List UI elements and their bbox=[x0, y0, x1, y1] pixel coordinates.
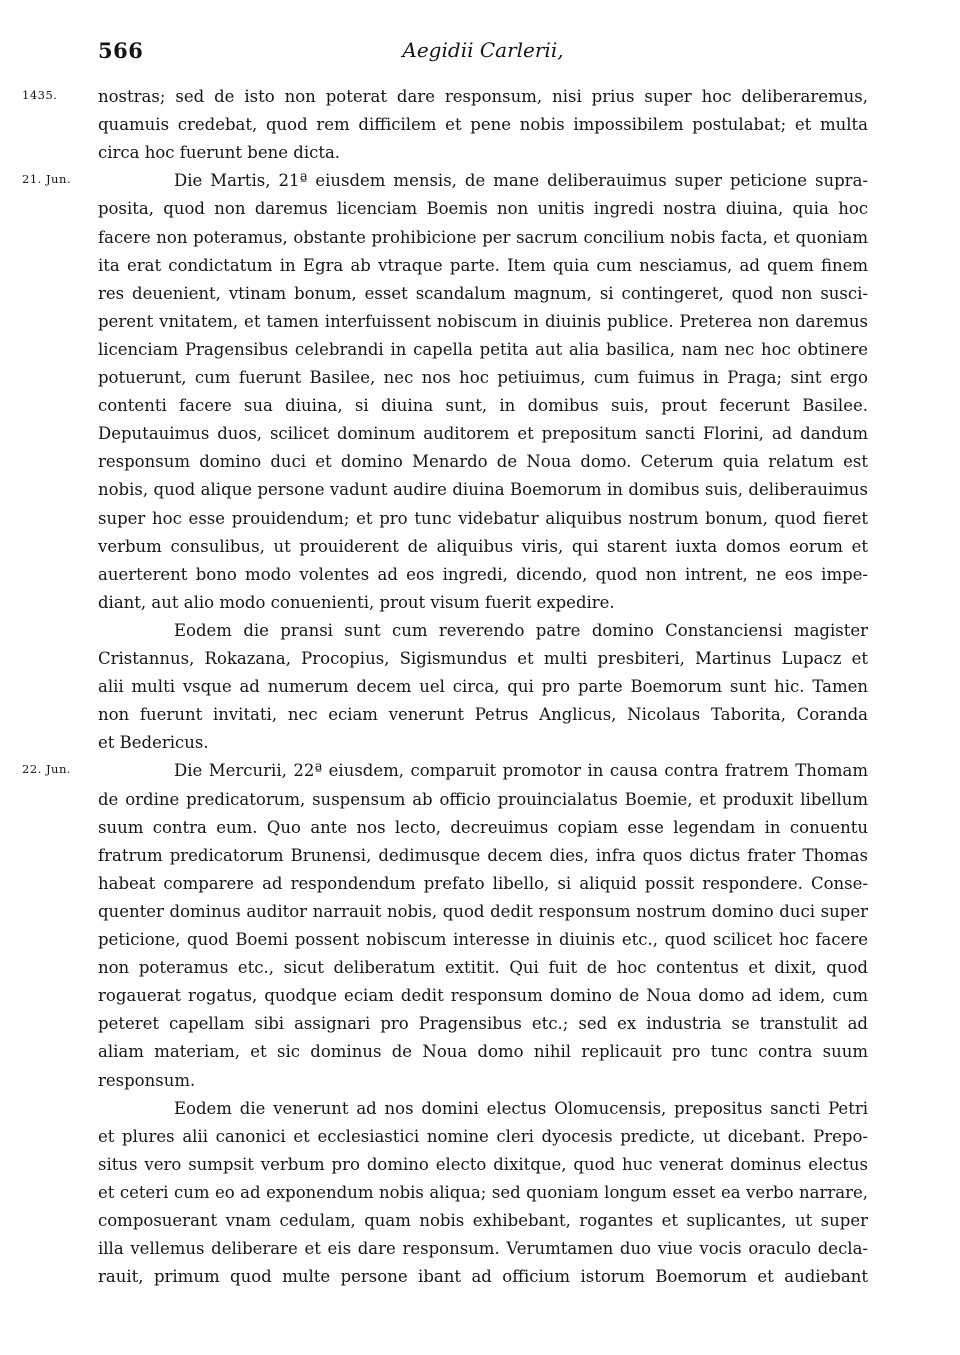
text-line: Deputauimus duos, scilicet dominum auditorem et prepositum sancti Florini, ad dandum bbox=[98, 424, 868, 444]
text-line: facere non poteramus, obstante prohibicione per sacrum concilium nobis facta, et quoniam bbox=[98, 227, 868, 247]
page-number: 566 bbox=[98, 38, 144, 63]
text-line: peteret capellam sibi assignari pro Pragensibus etc.; sed ex industria se transtulit ad bbox=[98, 1014, 868, 1034]
text-line: nostras; sed de isto non poterat dare responsum, nisi prius super hoc deliberaremus, bbox=[98, 87, 868, 106]
text-line: posita, quod non daremus licenciam Boemis non unitis ingredi nostra diuina, quia hoc bbox=[98, 199, 868, 219]
margin-date-note: 22. Jun. bbox=[22, 762, 72, 777]
text-line: Die Mercurii, 22ª eiusdem, comparuit promotor in causa contra fratrem Thomam bbox=[174, 761, 868, 781]
text-line: licenciam Pragensibus celebrandi in capella petita aut alia basilica, nam nec hoc obtinere bbox=[98, 339, 868, 359]
text-line: perent vnitatem, et tamen interfuissent nobiscum in diuinis publice. Preterea non daremus bbox=[98, 311, 868, 331]
text-line: peticione, quod Boemi possent nobiscum interesse in diuinis etc., quod scilicet hoc facere bbox=[98, 930, 868, 949]
text-line: non poteramus etc., sicut deliberatum extitit. Qui fuit de hoc contentus et dixit, quod bbox=[98, 958, 868, 978]
running-title: Aegidii Carlerii, bbox=[402, 38, 564, 62]
text-line: composuerant vnam cedulam, quam nobis exhibebant, rogantes et suplicantes, ut super bbox=[98, 1211, 868, 1230]
text-line: et plures alii canonici et ecclesiastici nomine cleri dyocesis predicte, ut dicebant. Prepo- bbox=[98, 1126, 868, 1146]
text-line: circa hoc fuerunt bene dicta. bbox=[98, 143, 341, 163]
text-line: potuerunt, cum fuerunt Basilee, nec nos hoc petiuimus, cum fuimus in Praga; sint ergo bbox=[98, 368, 868, 387]
text-line: et Bedericus. bbox=[98, 733, 209, 753]
text-line: suum contra eum. Quo ante nos lecto, decreuimus copiam esse legendam in conuentu bbox=[98, 817, 868, 837]
text-line: alii multi vsque ad numerum decem uel circa, qui pro parte Boemorum sunt hic. Tamen bbox=[98, 677, 868, 697]
text-line: illa vellemus deliberare et eis dare responsum. Verumtamen duo viue vocis oraculo decla- bbox=[98, 1239, 868, 1259]
margin-date-note: 1435. bbox=[22, 88, 58, 102]
text-line: Eodem die pransi sunt cum reverendo patre domino Constanciensi magister bbox=[174, 620, 868, 640]
margin-date-note: 21. Jun. bbox=[22, 172, 72, 187]
text-line: Eodem die venerunt ad nos domini electus Olomucensis, prepositus sancti Petri bbox=[174, 1098, 868, 1118]
text-line: responsum. bbox=[98, 1070, 196, 1090]
page-header bbox=[98, 38, 868, 68]
text-line: fratrum predicatorum Brunensi, dedimusque decem dies, infra quos dictus frater Thomas bbox=[98, 845, 868, 865]
text-line: aliam materiam, et sic dominus de Noua domo nihil replicauit pro tunc contra suum bbox=[98, 1042, 868, 1062]
text-line: diant, aut alio modo conuenienti, prout visum fuerit expedire. bbox=[98, 592, 615, 612]
text-line: habeat comparere ad respondendum prefato libello, si aliquid possit respondere. Conse- bbox=[98, 873, 868, 893]
text-line: ita erat condictatum in Egra ab vtraque parte. Item quia cum nesciamus, ad quem finem bbox=[98, 255, 868, 275]
text-line: quamuis credebat, quod rem difficilem et pene nobis impossibilem postulabat; et multa bbox=[98, 115, 868, 135]
text-line: responsum domino duci et domino Menardo de Noua domo. Ceterum quia relatum est bbox=[98, 452, 868, 472]
text-line: rauit, primum quod multe persone ibant ad officium istorum Boemorum et audiebant bbox=[98, 1267, 868, 1287]
text-line: quenter dominus auditor narrauit nobis, quod dedit responsum nostrum domino duci super bbox=[98, 901, 868, 921]
text-line: situs vero sumpsit verbum pro domino electo dixitque, quod huc venerat dominus electus bbox=[98, 1154, 868, 1174]
text-line: non fuerunt invitati, nec eciam venerunt Petrus Anglicus, Nicolaus Taborita, Coranda bbox=[98, 705, 868, 725]
text-line: Die Martis, 21ª eiusdem mensis, de mane deliberauimus super peticione supra- bbox=[174, 171, 868, 191]
text-line: et ceteri cum eo ad exponendum nobis aliqua; sed quoniam longum esset ea verbo narrare, bbox=[98, 1182, 868, 1202]
text-line: nobis, quod alique persone vadunt audire diuina Boemorum in domibus suis, deliberauimus bbox=[98, 480, 868, 500]
text-line: contenti facere sua diuina, si diuina sunt, in domibus suis, prout fecerunt Basilee. bbox=[98, 396, 868, 416]
text-line: Cristannus, Rokazana, Procopius, Sigismundus et multi presbiteri, Martinus Lupacz et bbox=[98, 649, 868, 668]
text-line: rogauerat rogatus, quodque eciam dedit responsum domino de Noua domo ad idem, cum bbox=[98, 986, 868, 1006]
text-line: super hoc esse prouidendum; et pro tunc videbatur aliquibus nostrum bonum, quod fieret bbox=[98, 508, 868, 528]
text-line: verbum consulibus, ut prouiderent de aliquibus viris, qui starent iuxta domos eorum et bbox=[98, 536, 868, 556]
text-line: res deuenient, vtinam bonum, esset scandalum magnum, si contingeret, quod non susci- bbox=[98, 283, 868, 303]
text-line: de ordine predicatorum, suspensum ab officio prouincialatus Boemie, et produxit libellum bbox=[98, 789, 868, 809]
text-line: auerterent bono modo volentes ad eos ingredi, dicendo, quod non intrent, ne eos impe- bbox=[98, 564, 868, 584]
